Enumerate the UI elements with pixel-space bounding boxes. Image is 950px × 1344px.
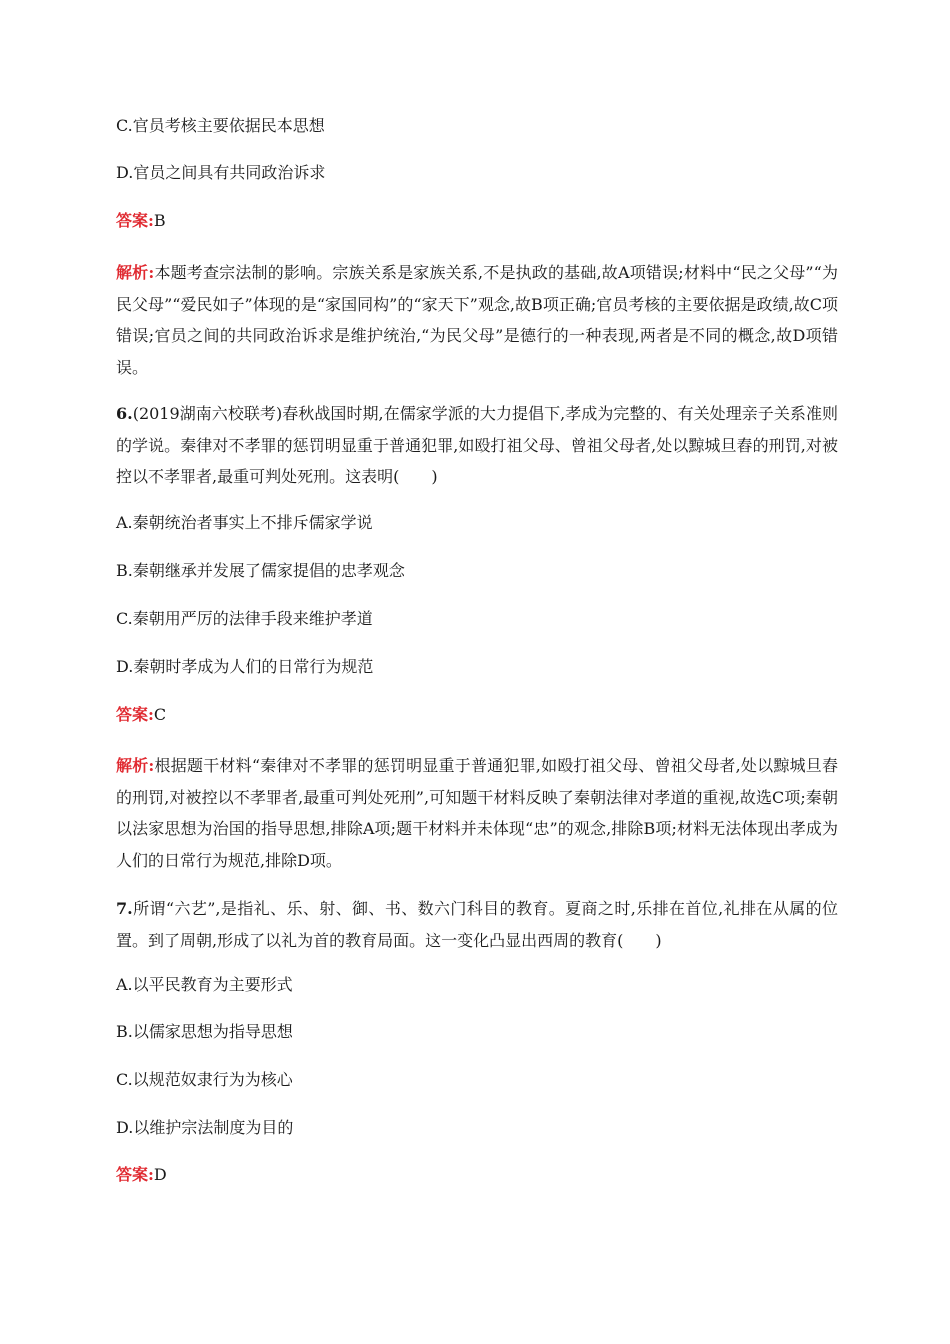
q6-stem [116, 398, 838, 493]
question-number: 6. [116, 404, 133, 423]
analysis-label: 解析: [116, 263, 155, 282]
q5-option-c: C.官员考核主要依据民本思想 [116, 116, 325, 135]
q6-answer [116, 703, 836, 727]
analysis-text: 本题考查宗法制的影响。宗族关系是家族关系,不是执政的基础,故A项错误;材料中“民之父母”“为民父母”“爱民如子”体现的是“家国同构”的“家天下”观念,故B项正确;官员考核的主要依据是政绩,故C项错误;官员之间的共同政治诉求是维护统治,“为民父母”是德行的一种表现,两者是不同的概念,故D项错误。 [116, 263, 838, 377]
question-number: 7. [116, 899, 133, 918]
analysis-text: 根据题干材料“秦律对不孝罪的惩罚明显重于普通犯罪,如殴打祖父母、曾祖父母者,处以黥城旦舂的刑罚,对被控以不孝罪者,最重可判处死刑”,可知题干材料反映了秦朝法律对孝道的重视,故选C项;秦朝以法家思想为治国的指导思想,排除A项;题干材料并未体现“忠”的观念,排除B项;材料无法体现出孝成为人们的日常行为规范,排除D项。 [116, 756, 838, 870]
q5-answer [116, 209, 836, 233]
q6-analysis [116, 750, 838, 876]
q5-analysis [116, 257, 838, 383]
answer-value: C [153, 705, 167, 724]
q7-option-c: C.以规范奴隶行为为核心 [116, 1070, 293, 1089]
answer-label: 答案: [116, 705, 154, 724]
answer-value: B [153, 211, 166, 230]
q7-option-a: A.以平民教育为主要形式 [116, 975, 293, 994]
analysis-label: 解析: [116, 756, 155, 775]
question-stem: (2019湖南六校联考)春秋战国时期,在儒家学派的大力提倡下,孝成为完整的、有关处理亲子关系准则的学说。秦律对不孝罪的惩罚明显重于普通犯罪,如殴打祖父母、曾祖父母者,处以黥城旦舂的刑罚,对被控以不孝罪者,最重可判处死刑。这表明( ) [116, 404, 838, 486]
answer-label: 答案: [116, 1165, 154, 1184]
question-stem: 所谓“六艺”,是指礼、乐、射、御、书、数六门科目的教育。夏商之时,乐排在首位,礼排在从属的位置。到了周朝,形成了以礼为首的教育局面。这一变化凸显出西周的教育( ) [116, 899, 838, 950]
q7-stem [116, 893, 838, 956]
q6-option-c: C.秦朝用严厉的法律手段来维护孝道 [116, 609, 373, 628]
q7-answer [116, 1163, 836, 1187]
q7-option-b: B.以儒家思想为指导思想 [116, 1022, 293, 1041]
q5-option-d: D.官员之间具有共同政治诉求 [116, 163, 326, 182]
answer-label: 答案: [116, 211, 154, 230]
q7-option-d: D.以维护宗法制度为目的 [116, 1118, 294, 1137]
q6-option-d: D.秦朝时孝成为人们的日常行为规范 [116, 657, 374, 676]
answer-value: D [153, 1165, 167, 1184]
q6-option-b: B.秦朝继承并发展了儒家提倡的忠孝观念 [116, 561, 405, 580]
q6-option-a: A.秦朝统治者事实上不排斥儒家学说 [116, 513, 373, 532]
